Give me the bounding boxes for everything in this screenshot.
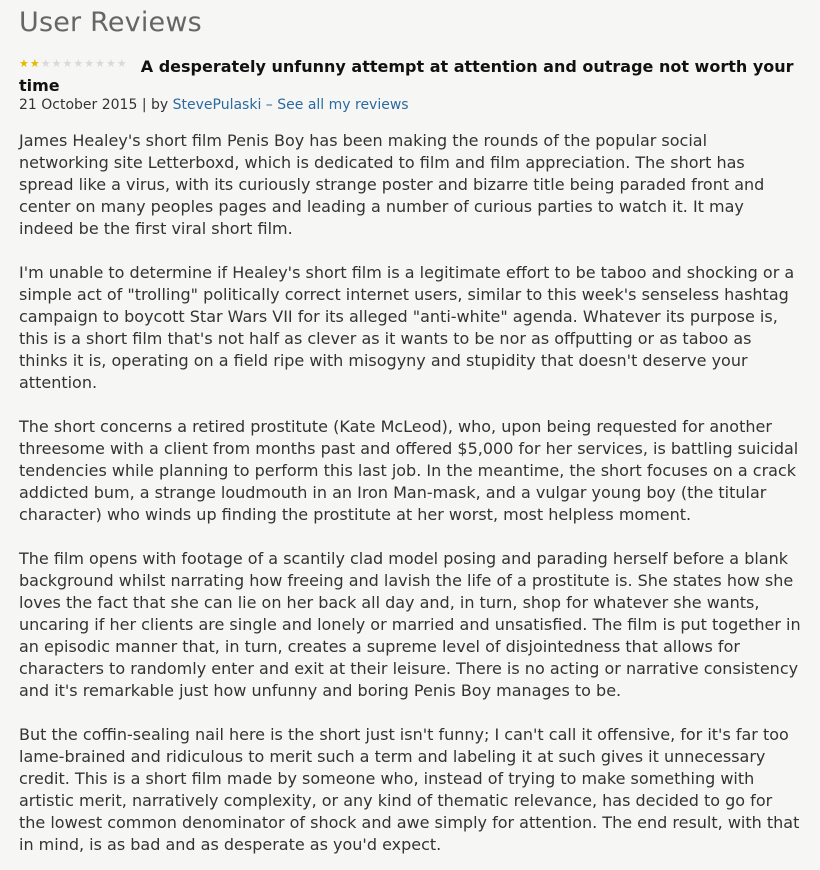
star-icon: ★ xyxy=(51,57,62,70)
star-icon: ★ xyxy=(19,57,29,70)
review-paragraph: But the coffin-sealing nail here is the short just isn't funny; I can't call it offensive, for it's far too lame-brained and ridiculous to merit such a term and labeling it at such gives it unnecessary credit. This is a short film made by someone who, instead of trying to make something with artistic merit, narratively complexity, or any kind of thematic relevance, has decided to go for the lowest common denominator of shock and awe simply for attention. The end result, with that in mind, is as bad and as desperate as you'd expect. xyxy=(19,725,800,854)
star-icon: ★ xyxy=(106,57,116,70)
review-header xyxy=(19,57,801,95)
review-paragraph: The short concerns a retired prostitute (Kate McLeod), who, upon being requested for another threesome with a client from months past and offered $5,000 for her services, is battling suicidal tendencies while planning to perform this last job. In the meantime, the short focuses on a crack addicted bum, a strange loudmouth in an Iron Man-mask, and a vulgar young boy (the titular character) who winds up finding the prostitute at her worst, most helpless moment. xyxy=(19,417,799,524)
meta-separator: – xyxy=(265,97,273,113)
star-icon: ★ xyxy=(73,57,84,70)
star-icon: ★ xyxy=(95,57,105,70)
star-icon: ★ xyxy=(116,57,127,70)
review-meta xyxy=(19,96,801,114)
star-rating xyxy=(19,58,127,69)
star-icon: ★ xyxy=(29,57,40,70)
by-label: | by xyxy=(141,97,169,113)
author-link[interactable]: StevePulaski xyxy=(172,97,262,113)
review-body xyxy=(19,130,801,856)
star-icon: ★ xyxy=(84,57,95,70)
review-date: 21 October 2015 xyxy=(19,97,138,113)
review-title: A desperately unfunny attempt at attention and outrage not worth your time xyxy=(19,57,794,95)
page-title: User Reviews xyxy=(19,7,202,38)
review-paragraph: I'm unable to determine if Healey's short film is a legitimate effort to be taboo and shocking or a simple act of "trolling" politically correct internet users, similar to this week's senseless hashtag campaign to boycott Star Wars VII for its alleged "anti-white" agenda. Whatever its purpose is, this is a short film that's not half as clever as it wants to be nor as offputting or as taboo as thinks it is, operating on a field ripe with misogyny and stupidity that doesn't deserve your attention. xyxy=(19,263,795,392)
see-all-reviews-link[interactable]: See all my reviews xyxy=(277,97,409,113)
star-icon: ★ xyxy=(40,57,51,70)
star-icon: ★ xyxy=(62,57,73,70)
review-paragraph: James Healey's short film Penis Boy has been making the rounds of the popular social networking site Letterboxd, which is dedicated to film and film appreciation. The short has spread like a virus, with its curiously strange poster and bizarre title being paraded front and center on many peoples pages and leading a number of curious parties to watch it. It may indeed be the first viral short film. xyxy=(19,131,765,238)
review-paragraph: The film opens with footage of a scantily clad model posing and parading herself before a blank background whilst narrating how freeing and lavish the life of a prostitute is. She states how she loves the fact that she can lie on her back all day and, in turn, shop for whatever she wants, uncaring if her clients are single and lonely or married and unsatisfied. The film is put together in an episodic manner that, in turn, creates a supreme level of disjointedness that allows for characters to randomly enter and exit at their leisure. There is no acting or narrative consistency and it's remarkable just how unfunny and boring Penis Boy manages to be. xyxy=(19,549,801,700)
